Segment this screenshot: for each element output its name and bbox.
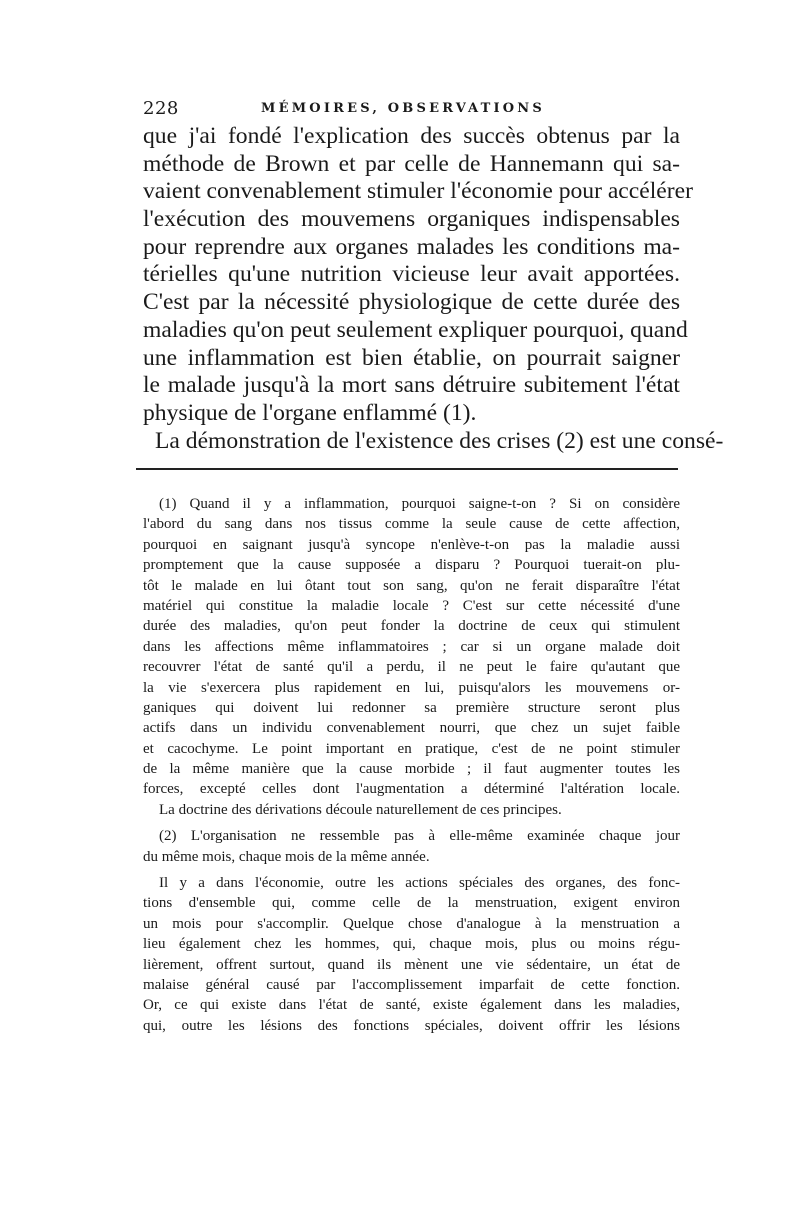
footnote-line: l'abord du sang dans nos tissus comme la seule cause de cette affection,	[143, 516, 680, 533]
footnote-line: Il y a dans l'économie, outre les actions spéciales des organes, des fonc-	[159, 875, 680, 892]
footnote-line: tôt le malade en lui ôtant tout son sang, qu'on ne ferait disparaître l'état	[143, 577, 680, 594]
main-text	[143, 123, 724, 455]
footnote-line: matériel qui constitue la maladie locale ? C'est sur cette nécessité d'une	[143, 597, 680, 614]
text-line: physique de l'organe enflammé (1).	[143, 399, 477, 426]
footnote-line: La doctrine des dérivations découle naturellement de ces principes.	[159, 801, 562, 818]
footnote-rule	[136, 468, 678, 470]
text-line: C'est par la nécessité physiologique de cette durée des	[143, 289, 680, 316]
text-line: méthode de Brown et par celle de Hannemann qui sa-	[143, 150, 680, 177]
text-line: La démonstration de l'existence des crises (2) est une consé-	[155, 427, 724, 454]
footnote-line: la vie s'exercera plus rapidement en lui, puisqu'alors les mouvemens or-	[143, 679, 680, 696]
footnote-line: durée des maladies, qu'on peut fonder la doctrine de ceux qui stimulent	[143, 618, 680, 635]
text-line: le malade jusqu'à la mort sans détruire subitement l'état	[143, 372, 680, 399]
footnote-line: de la même manière que la cause morbide ; il faut augmenter toutes les	[143, 761, 680, 778]
text-line: térielles qu'une nutrition vicieuse leur avait apportées.	[143, 261, 680, 288]
text-line: vaient convenablement stimuler l'économie pour accélérer	[143, 178, 693, 205]
running-head: MÉMOIRES, OBSERVATIONS	[261, 101, 545, 116]
footnote-line: du même mois, chaque mois de la même année.	[143, 848, 430, 865]
text-line: une inflammation est bien établie, on pourrait saigner	[143, 344, 680, 371]
footnote-line: (2) L'organisation ne ressemble pas à elle-même examinée chaque jour	[159, 828, 680, 845]
footnote-line: promptement que la cause supposée a disparu ? Pourquoi tuerait-on plu-	[143, 557, 680, 574]
footnote-line: recouvrer l'état de santé qu'il a perdu, il ne peut le faire qu'autant que	[143, 659, 680, 676]
page-header	[143, 98, 678, 120]
footnote-line: ganiques qui doivent lui redonner sa première structure seront plus	[143, 699, 680, 716]
footnote-line: dans les affections même inflammatoires ; car si un organe malade doit	[143, 638, 680, 655]
footnote-line: (1) Quand il y a inflammation, pourquoi saigne-t-on ? Si on considère	[159, 496, 680, 512]
text-line: l'exécution des mouvemens organiques indispensables	[143, 206, 680, 233]
text-line: pour reprendre aux organes malades les conditions ma-	[143, 233, 680, 260]
footnotes	[143, 494, 680, 1036]
footnote-line: pourquoi en saignant jusqu'à syncope n'enlève-t-on pas la maladie aussi	[143, 536, 680, 553]
footnote-line: Or, ce qui existe dans l'état de santé, existe également dans les maladies,	[143, 997, 680, 1014]
page-number: 228	[143, 98, 179, 119]
text-line: que j'ai fondé l'explication des succès obtenus par la	[143, 123, 680, 149]
footnote-line: lièrement, offrent surtout, quand ils mènent une vie sédentaire, un état de	[143, 956, 680, 973]
footnote-line: malaise général causé par l'accomplissement imparfait de cette fonction.	[143, 976, 680, 993]
text-line: maladies qu'on peut seulement expliquer pourquoi, quand	[143, 316, 688, 343]
footnote-line: lieu également chez les hommes, qui, chaque mois, plus ou moins régu-	[143, 936, 680, 953]
footnote-line: et cacochyme. Le point important en pratique, c'est de ne point stimuler	[143, 740, 680, 757]
footnote-line: un mois pour s'accomplir. Quelque chose d'analogue à la menstruation a	[143, 915, 680, 932]
footnote-line: actifs dans un individu convenablement nourri, que chez un sujet faible	[143, 720, 680, 737]
footnote-line: qui, outre les lésions des fonctions spéciales, doivent offrir les lésions	[143, 1017, 680, 1034]
footnote-line: tions d'ensemble qui, comme celle de la menstruation, exigent environ	[143, 895, 680, 912]
footnote-line: forces, excepté celles dont l'augmentation a déterminé l'altération locale.	[143, 781, 680, 798]
